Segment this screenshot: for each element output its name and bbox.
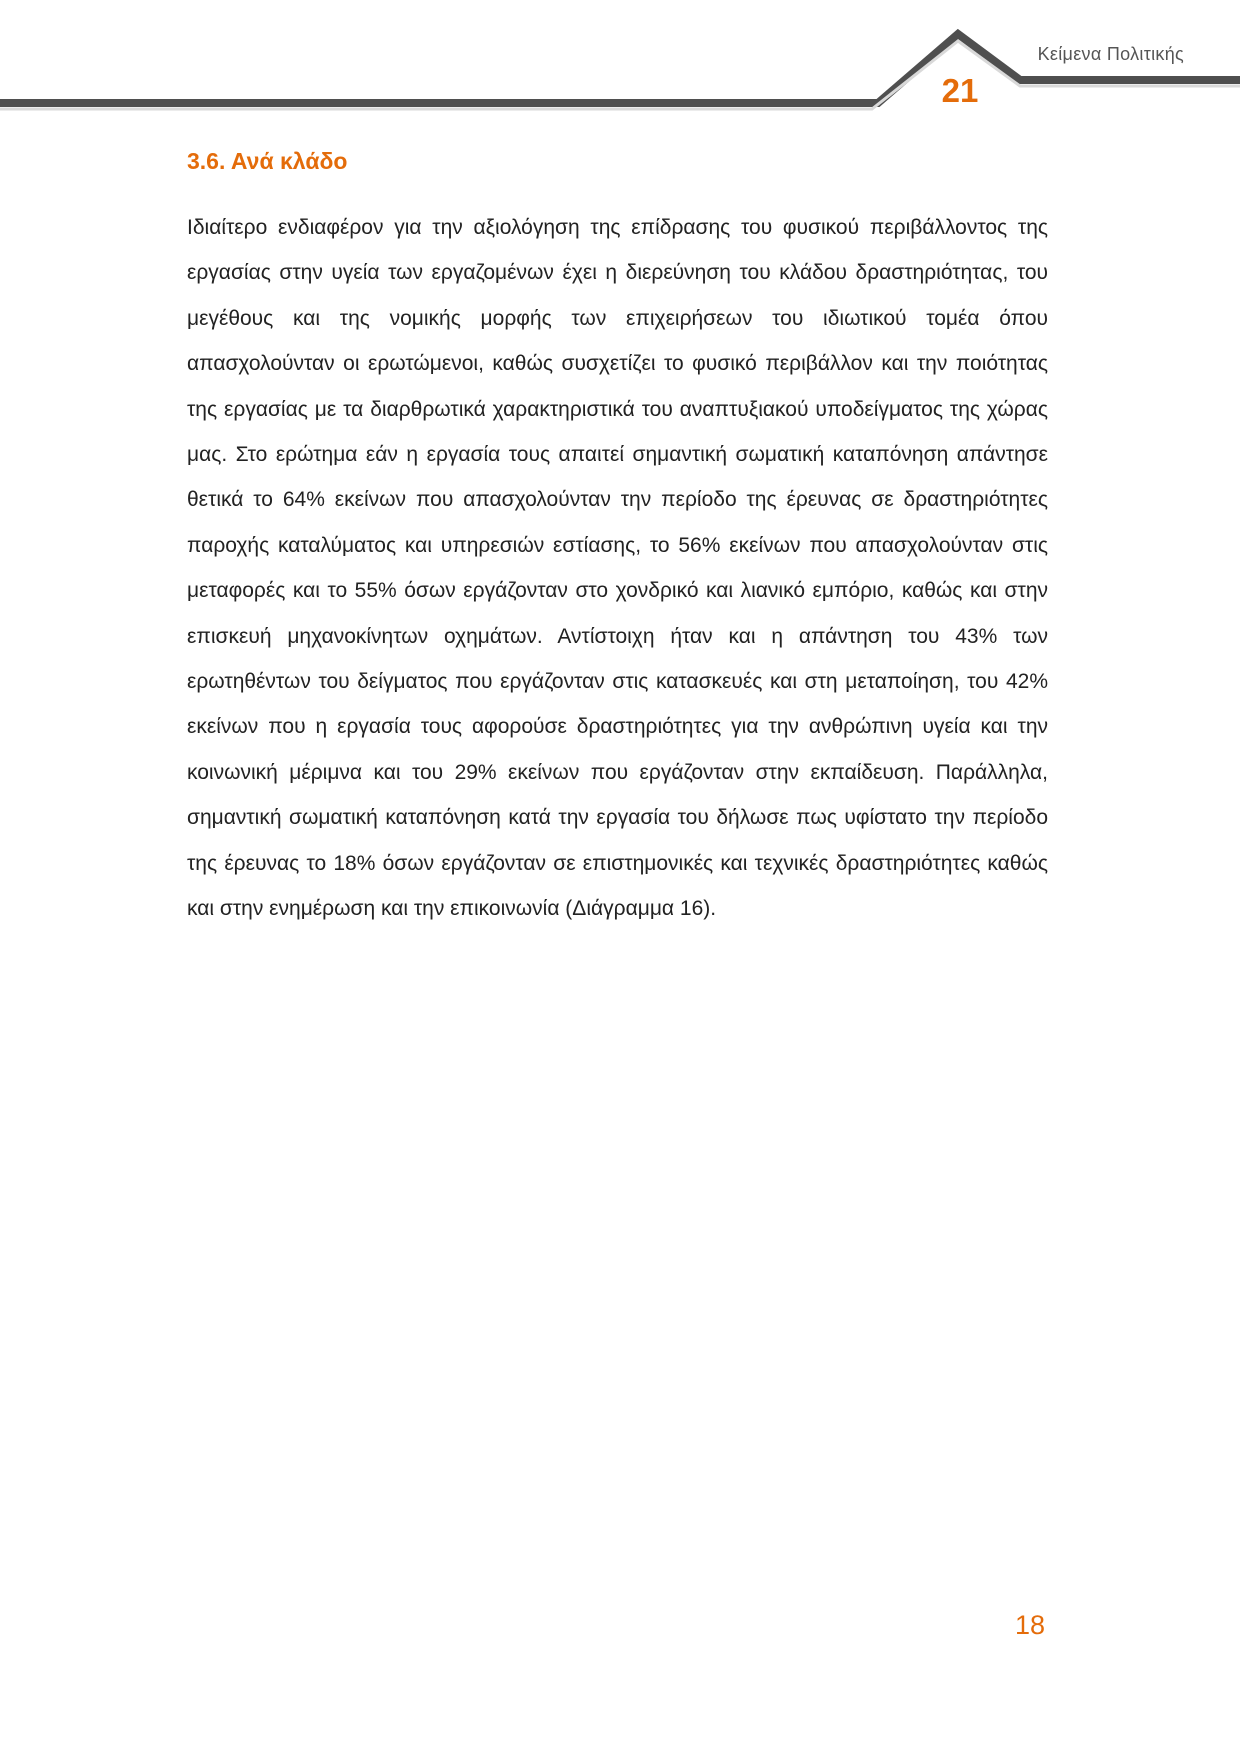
page-number: 18 bbox=[1014, 1610, 1045, 1640]
body-paragraph: Ιδιαίτερο ενδιαφέρον για την αξιολόγηση της επίδρασης του φυσικού περιβάλλοντος της εργασίας στην υγεία των εργαζομένων έχει η διερεύνηση του κλάδου δραστηριότητας, του μεγέθους και της νομικής μορφής των επιχειρήσεων του ιδιωτικού τομέα όπου απασχολούνταν οι ερωτώμενοι, καθώς συσχετίζει το φυσικό περιβάλλον και την ποιότητας της εργασίας με τα διαρθρωτικά χαρακτηριστικά του αναπτυξιακού υποδείγματος της χώρας μας. Στο ερώτημα εάν η εργασία τους απαιτεί σημαντική σωματική καταπόνηση απάντησε θετικά το 64% εκείνων που απασχολούνταν την περίοδο της έρευνας σε δραστηριότητες παροχής καταλύματος και υπηρεσιών εστίασης, το 56% εκείνων που απασχολούνταν στις μεταφορές και το 55% όσων εργάζονταν στο χονδρικό και λιανικό εμπόριο, καθώς και στην επισκευή μηχανοκίνητων οχημάτων. Αντίστοιχη ήταν και η απάντηση του 43% των ερωτηθέντων του δείγματος που εργάζονταν στις κατασκευές και στη μεταποίηση, του 42% εκείνων που η εργασία τους αφορούσε δραστηριότητες για την ανθρώπινη υγεία και την κοινωνική μέριμνα και του 29% εκείνων που εργάζονταν στην εκπαίδευση. Παράλληλα, σημαντική σωματική καταπόνηση κατά την εργασία του δήλωσε πως υφίστατο την περίοδο της έρευνας το 18% όσων εργάζονταν σε επιστημονικές και τεχνικές δραστηριότητες καθώς και στην ενημέρωση και την επικοινωνία (Διάγραμμα 16). bbox=[187, 216, 1048, 921]
section-heading: 3.6. Ανά κλάδο bbox=[187, 148, 348, 174]
series-title: Κείμενα Πολιτικής bbox=[1037, 44, 1184, 64]
header-roof-line bbox=[0, 0, 1240, 140]
issue-number: 21 bbox=[941, 72, 979, 109]
